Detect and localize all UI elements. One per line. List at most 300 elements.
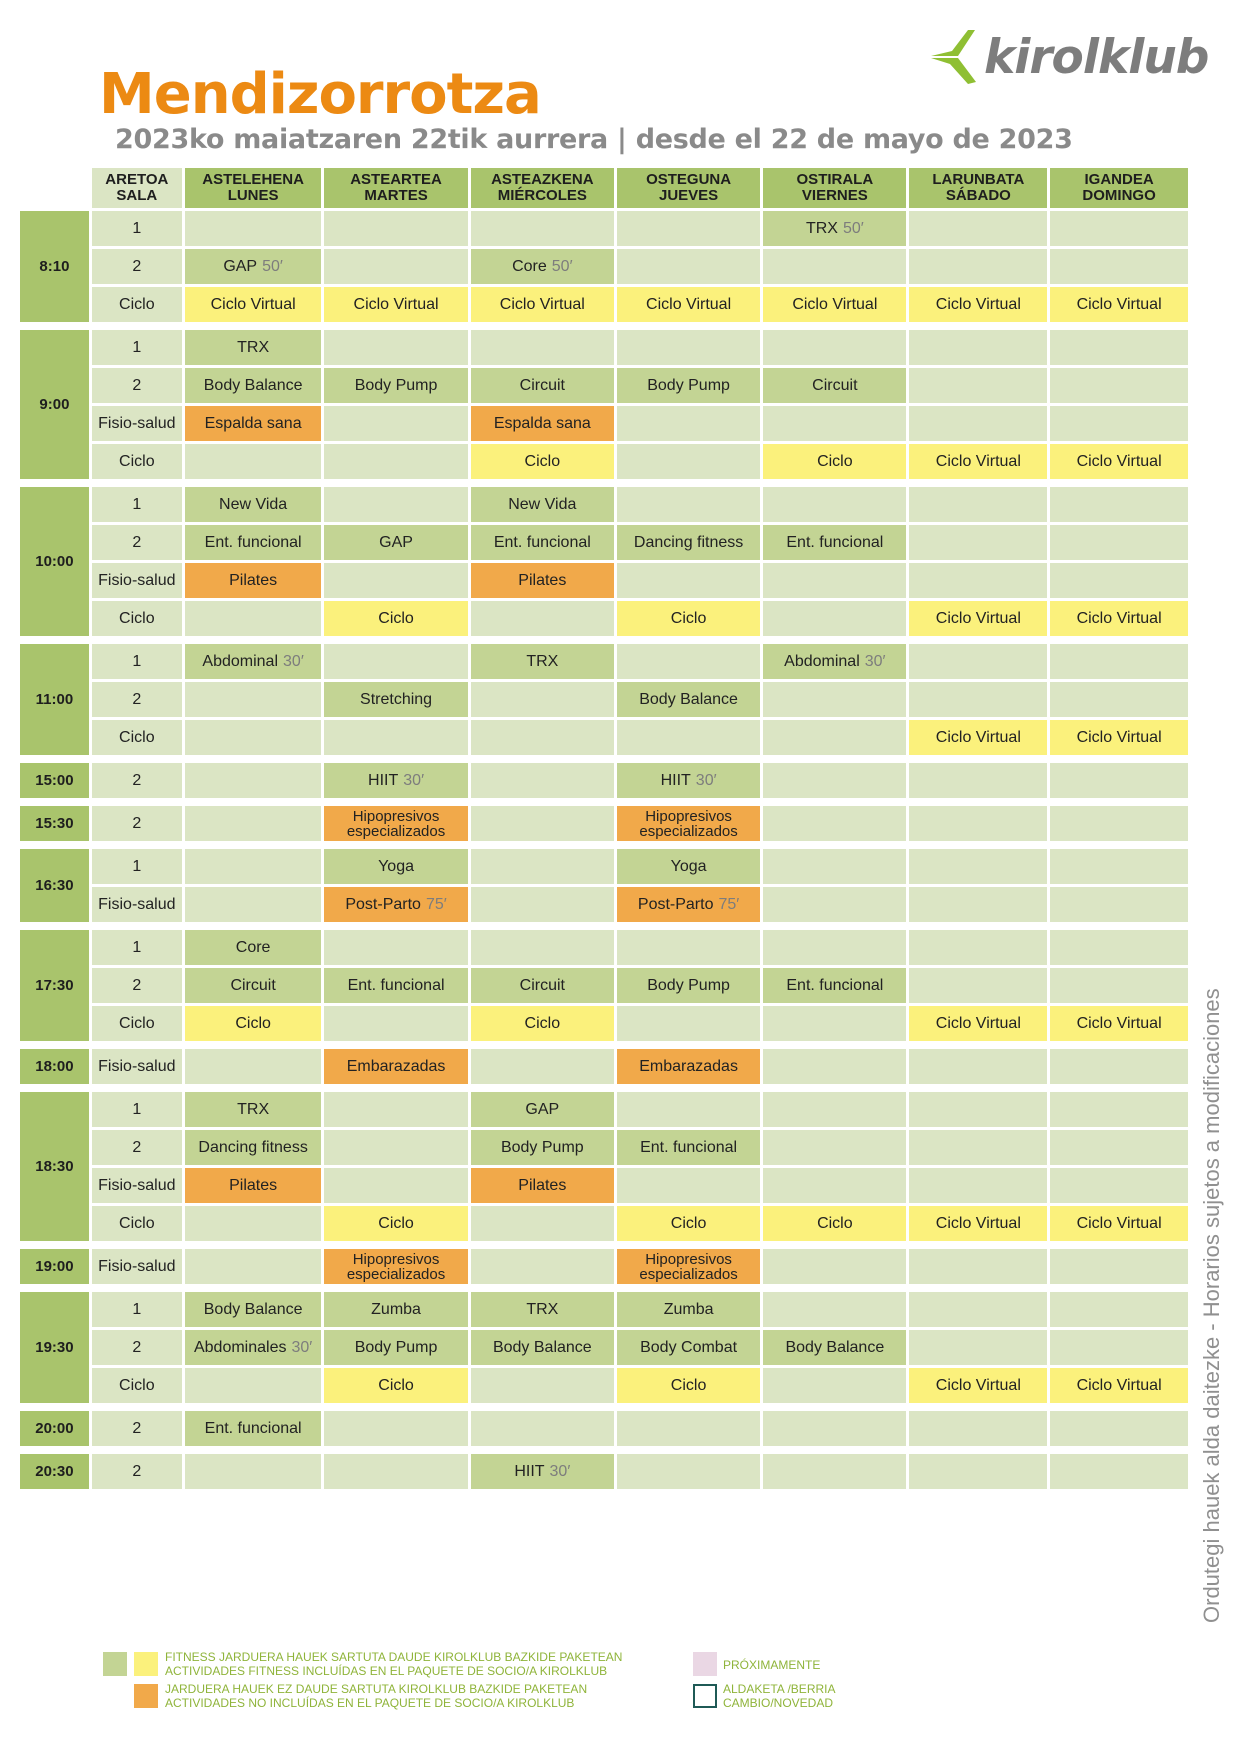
schedule-row [20, 1330, 1188, 1365]
empty-cell [617, 1006, 760, 1041]
class-name: Body Combat [640, 1338, 738, 1356]
empty-cell [324, 644, 467, 679]
empty-cell [324, 1454, 467, 1489]
class-name: Ent. funcional [640, 1138, 738, 1156]
empty-cell [471, 1206, 614, 1241]
class-name: Yoga [670, 857, 707, 875]
class-cell-thu [617, 763, 760, 798]
class-name: Ciclo Virtual [935, 295, 1021, 313]
class-cell-tue [324, 525, 467, 560]
empty-cell [185, 1368, 322, 1403]
class-name: Espalda sana [493, 414, 591, 432]
room-label: 2 [92, 368, 182, 403]
class-cell-thu [617, 1049, 760, 1084]
class-cell-mon [185, 487, 322, 522]
class-cell-wed [471, 406, 614, 441]
empty-cell [1050, 1168, 1188, 1203]
brand-name: kirolklub [984, 29, 1209, 85]
block-spacer [20, 325, 1188, 327]
class-cell-wed [471, 1292, 614, 1327]
legend-swatch-green [103, 1652, 127, 1676]
class-name: Core [235, 938, 271, 956]
schedule-row [20, 1292, 1188, 1327]
class-name: Ciclo [817, 452, 853, 470]
class-name: Ciclo Virtual [1076, 452, 1162, 470]
schedule-row [20, 525, 1188, 560]
header-tuesday: ASTEARTEA MARTES [324, 168, 467, 208]
class-cell-fri [763, 525, 906, 560]
class-cell-mon [185, 1006, 322, 1041]
class-duration: 75′ [425, 895, 447, 913]
empty-cell [617, 1168, 760, 1203]
empty-cell [471, 1411, 614, 1446]
class-name: Abdominal [784, 652, 860, 670]
class-name: Embarazadas [346, 1057, 446, 1075]
empty-cell [763, 563, 906, 598]
schedule-row [20, 1168, 1188, 1203]
class-cell-wed [471, 563, 614, 598]
empty-cell [471, 763, 614, 798]
schedule-body [20, 211, 1188, 1489]
class-cell-fri [763, 968, 906, 1003]
class-cell-sat [909, 1368, 1047, 1403]
empty-cell [1050, 1411, 1188, 1446]
class-cell-wed [471, 1006, 614, 1041]
legend-swatch-pink [693, 1652, 717, 1676]
class-name: Body Balance [203, 376, 303, 394]
empty-cell [1050, 1092, 1188, 1127]
class-cell-tue [324, 682, 467, 717]
room-label: 1 [92, 930, 182, 965]
empty-cell [909, 968, 1047, 1003]
class-cell-wed [471, 487, 614, 522]
empty-cell [1050, 930, 1188, 965]
schedule-row [20, 720, 1188, 755]
schedule-row [20, 1130, 1188, 1165]
class-name: Ent. funcional [204, 533, 302, 551]
empty-cell [763, 930, 906, 965]
class-cell-wed [471, 1330, 614, 1365]
class-duration: 30′ [283, 652, 304, 670]
schedule-row [20, 287, 1188, 322]
time-slot: 8:10 [20, 211, 89, 322]
empty-cell [909, 1292, 1047, 1327]
class-cell-thu [617, 1292, 760, 1327]
class-name: Ent. funcional [786, 533, 884, 551]
empty-cell [617, 406, 760, 441]
room-label: Fisio-salud [92, 1049, 182, 1084]
room-label: 1 [92, 330, 182, 365]
room-label: 1 [92, 1292, 182, 1327]
empty-cell [324, 720, 467, 755]
room-label: 2 [92, 1330, 182, 1365]
schedule-row [20, 806, 1188, 841]
class-name: Body Pump [647, 976, 730, 994]
class-cell-sat [909, 287, 1047, 322]
class-cell-wed [471, 1092, 614, 1127]
class-name: HIIT [368, 771, 399, 789]
class-cell-mon [185, 1292, 322, 1327]
brand-logo [928, 28, 1208, 86]
empty-cell [763, 330, 906, 365]
empty-cell [324, 1168, 467, 1203]
class-name: Core [512, 257, 547, 275]
class-duration: 30′ [291, 1338, 313, 1356]
class-cell-tue [324, 287, 467, 322]
class-name: Pilates [518, 1176, 567, 1194]
empty-cell [763, 601, 906, 636]
class-cell-tue [324, 1249, 467, 1284]
class-cell-thu [617, 968, 760, 1003]
class-cell-fri [763, 644, 906, 679]
class-cell-tue [324, 601, 467, 636]
empty-cell [324, 930, 467, 965]
empty-cell [617, 249, 760, 284]
empty-cell [471, 682, 614, 717]
empty-cell [909, 1249, 1047, 1284]
empty-cell [185, 1049, 322, 1084]
class-cell-wed [471, 1454, 614, 1489]
class-cell-fri [763, 368, 906, 403]
empty-cell [324, 211, 467, 246]
class-cell-sun [1050, 1368, 1188, 1403]
empty-cell [763, 720, 906, 755]
class-cell-wed [471, 525, 614, 560]
empty-cell [1050, 563, 1188, 598]
class-cell-thu [617, 806, 760, 841]
class-cell-fri [763, 1330, 906, 1365]
empty-cell [1050, 1130, 1188, 1165]
empty-cell [617, 720, 760, 755]
class-cell-thu [617, 887, 760, 922]
class-cell-mon [185, 406, 322, 441]
class-cell-sun [1050, 720, 1188, 755]
empty-cell [324, 249, 467, 284]
class-name: Ciclo [378, 1376, 414, 1394]
schedule-row [20, 1092, 1188, 1127]
time-slot: 18:30 [20, 1092, 89, 1241]
class-cell-mon [185, 1092, 322, 1127]
room-label: Fisio-salud [92, 406, 182, 441]
class-cell-fri [763, 211, 906, 246]
legend-excluded: JARDUERA HAUEK EZ DAUDE SARTUTA KIROLKLUB BAZKIDE PAKETEAN ACTIVIDADES NO INCLUÍDAS EN EL PAQUETE DE SOCIO/A KIROLKLUB [165, 1682, 588, 1710]
room-label: 1 [92, 487, 182, 522]
class-cell-fri [763, 444, 906, 479]
class-cell-sun [1050, 444, 1188, 479]
schedule-row [20, 601, 1188, 636]
empty-cell [1050, 887, 1188, 922]
time-slot: 19:30 [20, 1292, 89, 1403]
empty-cell [909, 682, 1047, 717]
class-cell-mon [185, 930, 322, 965]
class-cell-thu [617, 682, 760, 717]
class-name: Ciclo [524, 452, 561, 470]
empty-cell [1050, 330, 1188, 365]
empty-cell [909, 763, 1047, 798]
class-name: Yoga [378, 857, 414, 875]
empty-cell [185, 682, 322, 717]
empty-cell [763, 806, 906, 841]
class-name: Ciclo Virtual [210, 295, 296, 313]
empty-cell [1050, 211, 1188, 246]
schedule-row [20, 1368, 1188, 1403]
block-spacer [20, 925, 1188, 927]
class-cell-sat [909, 1006, 1047, 1041]
class-name: Body Pump [354, 1338, 438, 1356]
block-spacer [20, 1287, 1188, 1289]
class-name: Hipopresivos especializados [346, 1250, 446, 1283]
empty-cell [185, 1249, 322, 1284]
empty-cell [617, 644, 760, 679]
class-name: Ent. funcional [204, 1419, 302, 1437]
room-label: Ciclo [92, 1006, 182, 1041]
empty-cell [471, 330, 614, 365]
room-label: 2 [92, 525, 182, 560]
class-name: Dancing fitness [198, 1138, 308, 1156]
class-name: TRX [237, 1100, 270, 1118]
class-name: Hipopresivos especializados [639, 1250, 738, 1283]
empty-cell [909, 368, 1047, 403]
side-note: Ordutegi hauek alda daitezke - Horarios sujetos a modificaciones [1199, 988, 1224, 1623]
header-friday: OSTIRALA VIERNES [763, 168, 906, 208]
schedule-row [20, 644, 1188, 679]
class-name: TRX [237, 338, 270, 356]
class-cell-mon [185, 249, 322, 284]
legend-swatch-yellow [134, 1652, 158, 1676]
empty-cell [909, 1168, 1047, 1203]
room-label: 2 [92, 968, 182, 1003]
class-cell-wed [471, 249, 614, 284]
class-cell-sun [1050, 1206, 1188, 1241]
class-name: Ciclo Virtual [1076, 295, 1162, 313]
schedule-row [20, 1206, 1188, 1241]
empty-cell [763, 682, 906, 717]
class-name: Pilates [229, 571, 278, 589]
class-name: Circuit [230, 976, 276, 994]
class-name: Espalda sana [204, 414, 302, 432]
empty-cell [763, 1092, 906, 1127]
legend-change: ALDAKETA /BERRIA CAMBIO/NOVEDAD [723, 1682, 836, 1710]
class-name: New Vida [508, 495, 577, 513]
class-name: Circuit [519, 376, 565, 394]
class-cell-sun [1050, 601, 1188, 636]
class-cell-thu [617, 368, 760, 403]
class-cell-sat [909, 444, 1047, 479]
empty-cell [1050, 1249, 1188, 1284]
empty-cell [763, 1168, 906, 1203]
empty-cell [909, 330, 1047, 365]
room-label: 1 [92, 1092, 182, 1127]
room-label: 2 [92, 806, 182, 841]
schedule-row [20, 1006, 1188, 1041]
room-label: Ciclo [92, 720, 182, 755]
class-name: Ciclo Virtual [499, 295, 585, 313]
class-duration: 50′ [551, 257, 573, 275]
class-name: Body Pump [500, 1138, 584, 1156]
empty-cell [471, 1049, 614, 1084]
class-duration: 30′ [403, 771, 425, 789]
class-name: Zumba [663, 1300, 714, 1318]
schedule-row [20, 406, 1188, 441]
class-duration: 30′ [549, 1462, 571, 1480]
room-label: Ciclo [92, 1206, 182, 1241]
empty-cell [763, 487, 906, 522]
block-spacer [20, 1449, 1188, 1451]
room-label: Fisio-salud [92, 563, 182, 598]
class-name: Hipopresivos especializados [639, 807, 738, 840]
schedule-row [20, 968, 1188, 1003]
class-name: Ciclo Virtual [935, 728, 1021, 746]
empty-cell [324, 1006, 467, 1041]
block-spacer [20, 1087, 1188, 1089]
empty-cell [1050, 406, 1188, 441]
block-spacer [20, 1244, 1188, 1246]
class-name: Ent. funcional [347, 976, 445, 994]
class-name: Ciclo [670, 609, 707, 627]
empty-cell [909, 930, 1047, 965]
empty-cell [763, 249, 906, 284]
class-name: TRX [526, 652, 559, 670]
class-name: Ciclo Virtual [935, 1376, 1021, 1394]
class-cell-tue [324, 1292, 467, 1327]
class-name: Circuit [812, 376, 858, 394]
empty-cell [909, 806, 1047, 841]
block-spacer [20, 1044, 1188, 1046]
room-label: 2 [92, 763, 182, 798]
empty-cell [1050, 1330, 1188, 1365]
block-spacer [20, 758, 1188, 760]
day-header-row [20, 168, 1188, 208]
class-name: Ciclo Virtual [1076, 1014, 1162, 1032]
class-cell-tue [324, 806, 467, 841]
header-thursday: OSTEGUNA JUEVES [617, 168, 760, 208]
class-name: New Vida [219, 495, 288, 513]
class-cell-wed [471, 444, 614, 479]
legend-coming-soon: PRÓXIMAMENTE [723, 1658, 821, 1672]
class-cell-mon [185, 330, 322, 365]
schedule-table [17, 165, 1191, 1492]
class-name: Ent. funcional [786, 976, 884, 994]
time-slot: 18:00 [20, 1049, 89, 1084]
time-slot: 15:00 [20, 763, 89, 798]
class-name: Post-Parto [345, 895, 421, 913]
schedule-row [20, 487, 1188, 522]
legend-included: FITNESS JARDUERA HAUEK SARTUTA DAUDE KIROLKLUB BAZKIDE PAKETEAN ACTIVIDADES FITNESS INCLUÍDAS EN EL PAQUETE DE SOCIO/A KIROLKLUB [165, 1650, 623, 1678]
empty-cell [909, 1454, 1047, 1489]
class-cell-sat [909, 601, 1047, 636]
class-cell-wed [471, 1168, 614, 1203]
empty-cell [909, 249, 1047, 284]
schedule-row [20, 887, 1188, 922]
schedule-row [20, 930, 1188, 965]
class-name: Body Balance [203, 1300, 303, 1318]
empty-cell [185, 887, 322, 922]
empty-cell [763, 763, 906, 798]
schedule-row [20, 563, 1188, 598]
class-cell-tue [324, 1049, 467, 1084]
empty-cell [617, 563, 760, 598]
schedule-row [20, 249, 1188, 284]
class-name: Zumba [371, 1300, 421, 1318]
empty-cell [471, 849, 614, 884]
class-cell-thu [617, 1249, 760, 1284]
time-slot: 20:00 [20, 1411, 89, 1446]
schedule-row [20, 763, 1188, 798]
class-name: Body Balance [639, 690, 738, 708]
class-cell-tue [324, 849, 467, 884]
empty-cell [909, 887, 1047, 922]
class-name: Circuit [519, 976, 565, 994]
class-cell-tue [324, 887, 467, 922]
empty-cell [763, 1130, 906, 1165]
class-name: Ciclo Virtual [1076, 1214, 1162, 1232]
empty-cell [763, 1292, 906, 1327]
class-cell-thu [617, 849, 760, 884]
schedule-row [20, 1249, 1188, 1284]
room-label: 2 [92, 1130, 182, 1165]
empty-cell [185, 720, 322, 755]
empty-cell [617, 211, 760, 246]
class-name: Ciclo [235, 1014, 271, 1032]
empty-cell [1050, 368, 1188, 403]
empty-cell [617, 1092, 760, 1127]
empty-cell [763, 1454, 906, 1489]
class-name: Ciclo Virtual [935, 1014, 1021, 1032]
empty-cell [763, 406, 906, 441]
empty-cell [617, 487, 760, 522]
schedule-row [20, 682, 1188, 717]
class-cell-mon [185, 968, 322, 1003]
legend-swatch-outline [693, 1684, 717, 1708]
empty-cell [1050, 763, 1188, 798]
time-slot: 17:30 [20, 930, 89, 1041]
empty-cell [1050, 968, 1188, 1003]
empty-cell [763, 1249, 906, 1284]
class-cell-wed [471, 368, 614, 403]
class-name: Ciclo [670, 1214, 707, 1232]
empty-cell [471, 211, 614, 246]
empty-cell [471, 887, 614, 922]
empty-cell [324, 406, 467, 441]
empty-cell [909, 1411, 1047, 1446]
room-label: Fisio-salud [92, 1249, 182, 1284]
class-cell-fri [763, 287, 906, 322]
time-slot: 20:30 [20, 1454, 89, 1489]
class-name: TRX [526, 1300, 559, 1318]
page-title: Mendizorrotza [99, 62, 541, 127]
time-slot: 10:00 [20, 487, 89, 636]
empty-cell [471, 1249, 614, 1284]
class-name: Ciclo Virtual [935, 609, 1021, 627]
class-cell-sun [1050, 287, 1188, 322]
time-slot: 9:00 [20, 330, 89, 479]
empty-cell [617, 330, 760, 365]
empty-cell [324, 1411, 467, 1446]
schedule-row [20, 1411, 1188, 1446]
class-name: Pilates [229, 1176, 278, 1194]
empty-cell [185, 806, 322, 841]
empty-cell [617, 1454, 760, 1489]
schedule-row [20, 330, 1188, 365]
class-cell-mon [185, 563, 322, 598]
empty-cell [763, 1368, 906, 1403]
empty-cell [185, 211, 322, 246]
header-saturday: LARUNBATA SÁBADO [909, 168, 1047, 208]
class-name: Post-Parto [637, 895, 714, 913]
empty-cell [1050, 1454, 1188, 1489]
empty-cell [909, 406, 1047, 441]
header-monday: ASTELEHENA LUNES [185, 168, 322, 208]
